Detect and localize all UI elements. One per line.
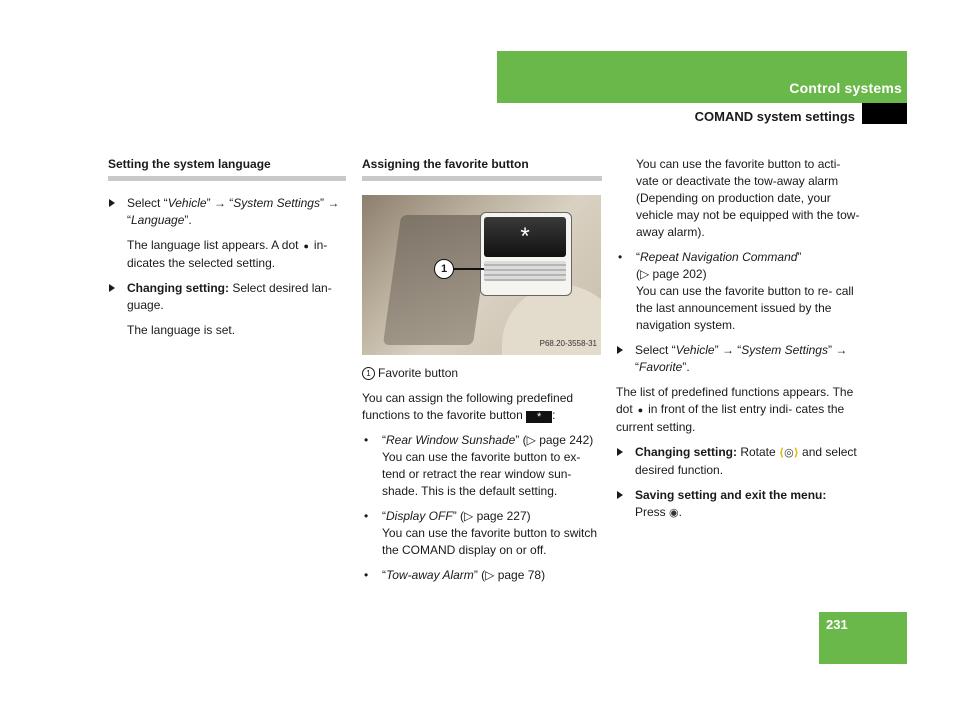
center-console — [383, 215, 491, 345]
step-arrow-icon — [617, 448, 623, 456]
step-arrow-icon — [109, 199, 115, 207]
step-change-favorite: Changing setting: Rotate ⟨◎⟩ and select desired function. — [616, 444, 860, 479]
bullet-icon: • — [364, 433, 369, 447]
rotary-knob-icon: ⟨◎⟩ — [779, 447, 799, 459]
step-arrow-icon — [617, 491, 623, 499]
caption-number-icon: 1 — [362, 367, 375, 380]
language-list-note: The language list appears. A dot ● in- dicates the selected setting. — [127, 238, 328, 270]
column-language — [108, 156, 346, 347]
language-heading: Setting the system language — [108, 156, 346, 181]
favorite-list-note: The list of predefined functions appears. The dot ● in front of the list entry indi- cates the current setting. — [616, 385, 854, 434]
favorite-button-photo — [362, 195, 601, 355]
favorite-star-button: * — [484, 217, 566, 257]
column-favorite-continued — [616, 156, 860, 530]
favorite-heading: Assigning the favorite button — [362, 156, 602, 181]
step-save-favorite: Saving setting and exit the menu: Press ◉. — [616, 487, 860, 522]
language-set-note: The language is set. — [127, 323, 236, 337]
page-number: 231 — [826, 617, 848, 632]
list-item: • “Tow-away Alarm” (▷ page 78) — [364, 568, 546, 582]
section-tab-marker — [862, 103, 907, 124]
callout-number: 1 — [434, 259, 454, 279]
callout-leader — [454, 268, 484, 270]
dot-icon: ● — [637, 405, 644, 415]
favorite-intro: You can assign the following predefined functions to the favorite button * : — [362, 391, 574, 423]
tow-away-desc: You can use the favorite button to acti- vate or deactivate the tow-away alarm (Depending on production date, your vehicle may not be equipped with the tow-away alarm). — [636, 157, 860, 239]
list-item: • “Rear Window Sunshade” (▷ page 242) You can use the favorite button to ex- tend or retract the rear window sun- shade. This is the default setting. — [364, 433, 594, 498]
dot-icon: ● — [303, 241, 309, 251]
figure-code: P68.20-3558-31 — [539, 339, 597, 348]
step-arrow-icon — [617, 346, 623, 354]
figure-caption: 1 Favorite button — [362, 365, 602, 382]
list-item: • “Repeat Navigation Command” (▷ page 202) You can use the favorite button to re- call the last announcement issued by the navigation system. — [618, 250, 854, 332]
star-key-icon: * — [526, 411, 552, 423]
button-strip — [484, 261, 566, 281]
list-item: • “Display OFF” (▷ page 227) You can use the favorite button to switch the COMAND display on or off. — [364, 509, 598, 557]
step-arrow-icon — [109, 284, 115, 292]
section-title: Control systems — [789, 80, 902, 96]
step-select-favorite: Select “Vehicle” → “System Settings” → “Favorite”. — [616, 342, 860, 376]
press-knob-icon: ◉ — [669, 507, 679, 519]
bullet-icon: • — [618, 250, 623, 264]
subsection-title: COMAND system settings — [694, 109, 855, 124]
bullet-icon: • — [364, 509, 369, 523]
step-change-language: Changing setting: Select desired lan- guage. — [108, 280, 346, 314]
bullet-icon: • — [364, 568, 369, 582]
step-select-language: Select “Vehicle” → “System Settings” → “Language”. — [108, 195, 346, 229]
column-favorite — [362, 156, 602, 592]
